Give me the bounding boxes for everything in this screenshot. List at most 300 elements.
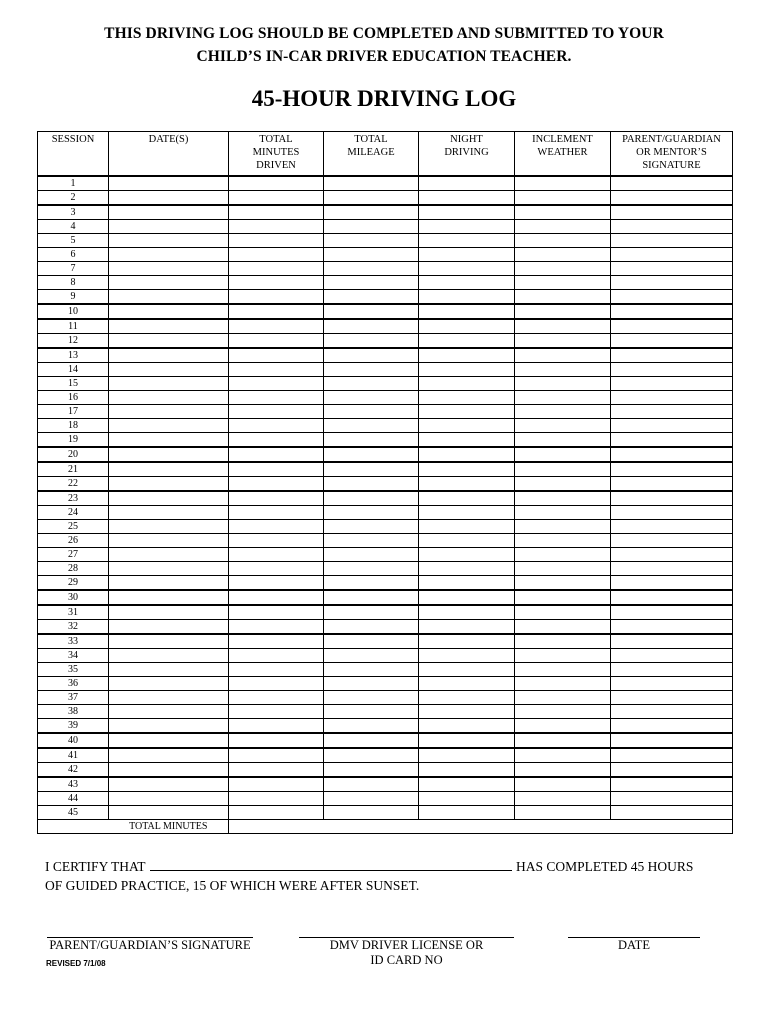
log-cell-dates[interactable] — [109, 405, 229, 419]
log-cell-total-mileage[interactable] — [324, 262, 419, 276]
log-cell-dates[interactable] — [109, 248, 229, 262]
parent-signature-line[interactable] — [47, 937, 253, 953]
log-cell-total-minutes-driven[interactable] — [229, 433, 324, 448]
log-cell-dates[interactable] — [109, 176, 229, 191]
log-cell-total-mileage[interactable] — [324, 705, 419, 719]
log-cell-night-driving[interactable] — [419, 276, 515, 290]
log-cell-inclement-weather[interactable] — [515, 691, 611, 705]
log-cell-night-driving[interactable] — [419, 304, 515, 319]
log-cell-night-driving[interactable] — [419, 634, 515, 649]
log-cell-total-minutes-driven[interactable] — [229, 290, 324, 305]
log-cell-dates[interactable] — [109, 391, 229, 405]
log-cell-parent-signature[interactable] — [611, 419, 733, 433]
log-cell-night-driving[interactable] — [419, 262, 515, 276]
log-cell-parent-signature[interactable] — [611, 576, 733, 591]
log-cell-parent-signature[interactable] — [611, 663, 733, 677]
log-cell-inclement-weather[interactable] — [515, 576, 611, 591]
log-cell-dates[interactable] — [109, 276, 229, 290]
log-cell-total-mileage[interactable] — [324, 763, 419, 778]
log-cell-total-mileage[interactable] — [324, 276, 419, 290]
session-number: 4 — [38, 220, 109, 234]
log-cell-dates[interactable] — [109, 634, 229, 649]
log-cell-parent-signature[interactable] — [611, 334, 733, 349]
log-cell-dates[interactable] — [109, 319, 229, 334]
log-cell-parent-signature[interactable] — [611, 234, 733, 248]
log-cell-dates[interactable] — [109, 691, 229, 705]
log-cell-total-mileage[interactable] — [324, 576, 419, 591]
log-cell-inclement-weather[interactable] — [515, 391, 611, 405]
log-cell-night-driving[interactable] — [419, 506, 515, 520]
log-cell-total-minutes-driven[interactable] — [229, 205, 324, 220]
column-header-line: NIGHT — [450, 134, 483, 145]
log-cell-night-driving[interactable] — [419, 462, 515, 477]
log-cell-total-minutes-driven[interactable] — [229, 649, 324, 663]
log-cell-total-minutes-driven[interactable] — [229, 220, 324, 234]
log-cell-parent-signature[interactable] — [611, 590, 733, 605]
log-cell-inclement-weather[interactable] — [515, 677, 611, 691]
log-cell-inclement-weather[interactable] — [515, 377, 611, 391]
log-cell-parent-signature[interactable] — [611, 176, 733, 191]
log-cell-parent-signature[interactable] — [611, 506, 733, 520]
total-row — [38, 820, 733, 834]
log-cell-parent-signature[interactable] — [611, 304, 733, 319]
log-cell-inclement-weather[interactable] — [515, 447, 611, 462]
log-cell-parent-signature[interactable] — [611, 477, 733, 492]
log-cell-parent-signature[interactable] — [611, 605, 733, 620]
table-row — [38, 248, 733, 262]
session-number: 43 — [38, 777, 109, 792]
log-cell-total-minutes-driven[interactable] — [229, 806, 324, 820]
log-cell-inclement-weather[interactable] — [515, 334, 611, 349]
log-cell-total-minutes-driven[interactable] — [229, 590, 324, 605]
log-cell-total-minutes-driven[interactable] — [229, 562, 324, 576]
log-cell-total-mileage[interactable] — [324, 777, 419, 792]
log-cell-total-minutes-driven[interactable] — [229, 620, 324, 635]
log-cell-total-minutes-driven[interactable] — [229, 234, 324, 248]
log-cell-inclement-weather[interactable] — [515, 462, 611, 477]
log-cell-total-mileage[interactable] — [324, 748, 419, 763]
log-cell-total-mileage[interactable] — [324, 348, 419, 363]
log-cell-total-minutes-driven[interactable] — [229, 605, 324, 620]
log-cell-total-mileage[interactable] — [324, 462, 419, 477]
log-cell-parent-signature[interactable] — [611, 719, 733, 734]
log-cell-parent-signature[interactable] — [611, 290, 733, 305]
log-cell-inclement-weather[interactable] — [515, 562, 611, 576]
log-cell-night-driving[interactable] — [419, 234, 515, 248]
log-cell-night-driving[interactable] — [419, 363, 515, 377]
log-cell-parent-signature[interactable] — [611, 677, 733, 691]
log-cell-total-mileage[interactable] — [324, 205, 419, 220]
log-cell-total-minutes-driven[interactable] — [229, 491, 324, 506]
table-row — [38, 763, 733, 778]
log-cell-night-driving[interactable] — [419, 748, 515, 763]
log-cell-total-mileage[interactable] — [324, 419, 419, 433]
log-cell-parent-signature[interactable] — [611, 634, 733, 649]
log-cell-dates[interactable] — [109, 806, 229, 820]
log-cell-inclement-weather[interactable] — [515, 348, 611, 363]
log-cell-inclement-weather[interactable] — [515, 234, 611, 248]
log-cell-inclement-weather[interactable] — [515, 705, 611, 719]
log-cell-total-minutes-driven[interactable] — [229, 377, 324, 391]
log-cell-parent-signature[interactable] — [611, 733, 733, 748]
log-cell-total-mileage[interactable] — [324, 806, 419, 820]
log-cell-parent-signature[interactable] — [611, 705, 733, 719]
log-cell-night-driving[interactable] — [419, 220, 515, 234]
log-cell-night-driving[interactable] — [419, 447, 515, 462]
log-cell-total-minutes-driven[interactable] — [229, 304, 324, 319]
log-cell-inclement-weather[interactable] — [515, 777, 611, 792]
log-cell-night-driving[interactable] — [419, 348, 515, 363]
log-cell-total-minutes-driven[interactable] — [229, 248, 324, 262]
log-cell-parent-signature[interactable] — [611, 548, 733, 562]
log-cell-parent-signature[interactable] — [611, 391, 733, 405]
column-header-line: TOTAL — [259, 134, 293, 145]
log-cell-inclement-weather[interactable] — [515, 477, 611, 492]
log-cell-dates[interactable] — [109, 462, 229, 477]
log-cell-night-driving[interactable] — [419, 806, 515, 820]
log-cell-parent-signature[interactable] — [611, 276, 733, 290]
log-cell-dates[interactable] — [109, 663, 229, 677]
log-cell-dates[interactable] — [109, 220, 229, 234]
license-number-line[interactable] — [299, 937, 514, 968]
log-cell-inclement-weather[interactable] — [515, 205, 611, 220]
log-cell-total-mileage[interactable] — [324, 520, 419, 534]
log-cell-total-mileage[interactable] — [324, 234, 419, 248]
log-cell-night-driving[interactable] — [419, 691, 515, 705]
column-header-line: PARENT/GUARDIAN — [622, 134, 721, 145]
log-cell-total-minutes-driven[interactable] — [229, 419, 324, 433]
log-cell-night-driving[interactable] — [419, 705, 515, 719]
log-cell-night-driving[interactable] — [419, 248, 515, 262]
log-cell-total-minutes-driven[interactable] — [229, 691, 324, 705]
log-cell-dates[interactable] — [109, 363, 229, 377]
log-cell-night-driving[interactable] — [419, 405, 515, 419]
log-cell-inclement-weather[interactable] — [515, 792, 611, 806]
log-cell-total-mileage[interactable] — [324, 534, 419, 548]
date-line[interactable] — [568, 937, 700, 953]
log-cell-total-minutes-driven[interactable] — [229, 447, 324, 462]
log-cell-total-mileage[interactable] — [324, 248, 419, 262]
log-cell-total-minutes-driven[interactable] — [229, 191, 324, 206]
log-cell-inclement-weather[interactable] — [515, 634, 611, 649]
log-cell-inclement-weather[interactable] — [515, 733, 611, 748]
log-cell-dates[interactable] — [109, 234, 229, 248]
log-cell-inclement-weather[interactable] — [515, 304, 611, 319]
log-cell-total-mileage[interactable] — [324, 477, 419, 492]
log-cell-total-minutes-driven[interactable] — [229, 477, 324, 492]
session-number: 17 — [38, 405, 109, 419]
log-cell-total-minutes-driven[interactable] — [229, 576, 324, 591]
log-cell-inclement-weather[interactable] — [515, 506, 611, 520]
log-cell-inclement-weather[interactable] — [515, 491, 611, 506]
log-cell-night-driving[interactable] — [419, 663, 515, 677]
log-cell-parent-signature[interactable] — [611, 319, 733, 334]
log-cell-total-minutes-driven[interactable] — [229, 548, 324, 562]
log-cell-inclement-weather[interactable] — [515, 319, 611, 334]
log-cell-total-minutes-driven[interactable] — [229, 719, 324, 734]
log-cell-dates[interactable] — [109, 191, 229, 206]
log-cell-dates[interactable] — [109, 304, 229, 319]
log-cell-total-mileage[interactable] — [324, 620, 419, 635]
log-cell-total-mileage[interactable] — [324, 447, 419, 462]
log-cell-night-driving[interactable] — [419, 719, 515, 734]
log-cell-total-mileage[interactable] — [324, 677, 419, 691]
log-cell-total-mileage[interactable] — [324, 719, 419, 734]
log-cell-night-driving[interactable] — [419, 534, 515, 548]
log-cell-total-mileage[interactable] — [324, 220, 419, 234]
log-cell-parent-signature[interactable] — [611, 777, 733, 792]
log-cell-dates[interactable] — [109, 620, 229, 635]
log-cell-inclement-weather[interactable] — [515, 276, 611, 290]
log-cell-night-driving[interactable] — [419, 733, 515, 748]
session-number: 22 — [38, 477, 109, 492]
log-cell-parent-signature[interactable] — [611, 220, 733, 234]
log-cell-night-driving[interactable] — [419, 477, 515, 492]
log-cell-total-mileage[interactable] — [324, 290, 419, 305]
log-cell-parent-signature[interactable] — [611, 377, 733, 391]
log-cell-total-minutes-driven[interactable] — [229, 634, 324, 649]
log-cell-total-minutes-driven[interactable] — [229, 405, 324, 419]
log-cell-night-driving[interactable] — [419, 576, 515, 591]
log-cell-dates[interactable] — [109, 733, 229, 748]
total-row-spacer — [38, 820, 109, 834]
log-cell-parent-signature[interactable] — [611, 691, 733, 705]
log-cell-total-mileage[interactable] — [324, 363, 419, 377]
log-cell-total-mileage[interactable] — [324, 433, 419, 448]
log-cell-total-mileage[interactable] — [324, 562, 419, 576]
log-cell-total-minutes-driven[interactable] — [229, 534, 324, 548]
log-cell-night-driving[interactable] — [419, 562, 515, 576]
log-cell-dates[interactable] — [109, 377, 229, 391]
log-cell-dates[interactable] — [109, 763, 229, 778]
log-cell-dates[interactable] — [109, 290, 229, 305]
log-cell-night-driving[interactable] — [419, 176, 515, 191]
log-cell-night-driving[interactable] — [419, 649, 515, 663]
log-cell-inclement-weather[interactable] — [515, 748, 611, 763]
log-cell-total-mileage[interactable] — [324, 319, 419, 334]
log-cell-total-mileage[interactable] — [324, 334, 419, 349]
log-cell-parent-signature[interactable] — [611, 262, 733, 276]
log-cell-parent-signature[interactable] — [611, 562, 733, 576]
log-cell-total-minutes-driven[interactable] — [229, 506, 324, 520]
log-cell-inclement-weather[interactable] — [515, 620, 611, 635]
log-cell-parent-signature[interactable] — [611, 748, 733, 763]
log-cell-dates[interactable] — [109, 419, 229, 433]
log-cell-parent-signature[interactable] — [611, 491, 733, 506]
log-cell-total-minutes-driven[interactable] — [229, 391, 324, 405]
log-cell-total-mileage[interactable] — [324, 377, 419, 391]
notice-line-2: CHILD’S IN-CAR DRIVER EDUCATION TEACHER. — [196, 48, 572, 65]
log-cell-total-minutes-driven[interactable] — [229, 348, 324, 363]
log-cell-inclement-weather[interactable] — [515, 176, 611, 191]
log-cell-total-mileage[interactable] — [324, 590, 419, 605]
session-number: 45 — [38, 806, 109, 820]
log-cell-night-driving[interactable] — [419, 677, 515, 691]
log-cell-night-driving[interactable] — [419, 491, 515, 506]
log-cell-total-minutes-driven[interactable] — [229, 763, 324, 778]
log-cell-total-minutes-driven[interactable] — [229, 334, 324, 349]
log-cell-parent-signature[interactable] — [611, 433, 733, 448]
table-row — [38, 705, 733, 719]
log-cell-dates[interactable] — [109, 433, 229, 448]
log-cell-dates[interactable] — [109, 205, 229, 220]
log-cell-parent-signature[interactable] — [611, 191, 733, 206]
log-cell-parent-signature[interactable] — [611, 363, 733, 377]
log-cell-parent-signature[interactable] — [611, 447, 733, 462]
log-cell-inclement-weather[interactable] — [515, 590, 611, 605]
log-cell-total-minutes-driven[interactable] — [229, 462, 324, 477]
log-cell-parent-signature[interactable] — [611, 620, 733, 635]
log-cell-total-mileage[interactable] — [324, 792, 419, 806]
log-cell-dates[interactable] — [109, 590, 229, 605]
log-cell-total-mileage[interactable] — [324, 191, 419, 206]
log-cell-night-driving[interactable] — [419, 290, 515, 305]
log-cell-total-minutes-driven[interactable] — [229, 748, 324, 763]
log-cell-night-driving[interactable] — [419, 433, 515, 448]
log-cell-inclement-weather[interactable] — [515, 548, 611, 562]
log-cell-inclement-weather[interactable] — [515, 605, 611, 620]
log-cell-total-minutes-driven[interactable] — [229, 319, 324, 334]
log-cell-night-driving[interactable] — [419, 205, 515, 220]
table-row — [38, 649, 733, 663]
log-cell-night-driving[interactable] — [419, 319, 515, 334]
log-cell-night-driving[interactable] — [419, 419, 515, 433]
log-cell-total-mileage[interactable] — [324, 733, 419, 748]
log-cell-total-minutes-driven[interactable] — [229, 663, 324, 677]
log-cell-parent-signature[interactable] — [611, 462, 733, 477]
log-cell-total-mileage[interactable] — [324, 506, 419, 520]
log-cell-total-mileage[interactable] — [324, 649, 419, 663]
log-cell-dates[interactable] — [109, 477, 229, 492]
log-cell-night-driving[interactable] — [419, 777, 515, 792]
log-cell-dates[interactable] — [109, 649, 229, 663]
log-cell-inclement-weather[interactable] — [515, 220, 611, 234]
log-cell-dates[interactable] — [109, 705, 229, 719]
log-cell-total-minutes-driven[interactable] — [229, 276, 324, 290]
log-cell-dates[interactable] — [109, 548, 229, 562]
log-cell-dates[interactable] — [109, 777, 229, 792]
log-cell-inclement-weather[interactable] — [515, 719, 611, 734]
log-cell-parent-signature[interactable] — [611, 348, 733, 363]
column-header-night-driving — [419, 132, 515, 177]
log-cell-dates[interactable] — [109, 262, 229, 276]
column-header-line: SESSION — [51, 134, 95, 145]
log-cell-night-driving[interactable] — [419, 620, 515, 635]
log-cell-total-minutes-driven[interactable] — [229, 176, 324, 191]
table-row — [38, 191, 733, 206]
log-cell-parent-signature[interactable] — [611, 205, 733, 220]
total-minutes-field[interactable] — [229, 820, 733, 834]
log-cell-night-driving[interactable] — [419, 548, 515, 562]
log-cell-inclement-weather[interactable] — [515, 290, 611, 305]
log-cell-dates[interactable] — [109, 719, 229, 734]
log-cell-total-mileage[interactable] — [324, 391, 419, 405]
log-cell-dates[interactable] — [109, 576, 229, 591]
log-cell-inclement-weather[interactable] — [515, 763, 611, 778]
log-cell-total-mileage[interactable] — [324, 304, 419, 319]
log-cell-total-mileage[interactable] — [324, 176, 419, 191]
log-cell-total-mileage[interactable] — [324, 548, 419, 562]
log-cell-parent-signature[interactable] — [611, 792, 733, 806]
log-cell-night-driving[interactable] — [419, 191, 515, 206]
session-number: 42 — [38, 763, 109, 778]
log-cell-night-driving[interactable] — [419, 763, 515, 778]
log-cell-inclement-weather[interactable] — [515, 262, 611, 276]
log-cell-parent-signature[interactable] — [611, 520, 733, 534]
log-cell-total-mileage[interactable] — [324, 691, 419, 705]
log-cell-inclement-weather[interactable] — [515, 663, 611, 677]
log-cell-total-mileage[interactable] — [324, 605, 419, 620]
log-cell-dates[interactable] — [109, 748, 229, 763]
log-cell-inclement-weather[interactable] — [515, 520, 611, 534]
log-cell-total-minutes-driven[interactable] — [229, 262, 324, 276]
license-label-line-2: ID CARD NO — [370, 953, 443, 967]
log-cell-total-minutes-driven[interactable] — [229, 733, 324, 748]
driver-name-blank[interactable] — [150, 857, 512, 871]
log-cell-inclement-weather[interactable] — [515, 649, 611, 663]
log-cell-inclement-weather[interactable] — [515, 405, 611, 419]
log-cell-dates[interactable] — [109, 334, 229, 349]
log-cell-total-mileage[interactable] — [324, 634, 419, 649]
log-cell-parent-signature[interactable] — [611, 649, 733, 663]
log-cell-night-driving[interactable] — [419, 391, 515, 405]
log-cell-dates[interactable] — [109, 562, 229, 576]
log-cell-dates[interactable] — [109, 491, 229, 506]
log-cell-night-driving[interactable] — [419, 377, 515, 391]
log-cell-inclement-weather[interactable] — [515, 433, 611, 448]
log-cell-dates[interactable] — [109, 605, 229, 620]
log-cell-total-minutes-driven[interactable] — [229, 705, 324, 719]
log-cell-inclement-weather[interactable] — [515, 806, 611, 820]
log-cell-total-mileage[interactable] — [324, 405, 419, 419]
log-cell-parent-signature[interactable] — [611, 405, 733, 419]
log-cell-dates[interactable] — [109, 792, 229, 806]
log-cell-dates[interactable] — [109, 348, 229, 363]
log-cell-total-minutes-driven[interactable] — [229, 677, 324, 691]
log-cell-night-driving[interactable] — [419, 334, 515, 349]
log-cell-inclement-weather[interactable] — [515, 419, 611, 433]
log-cell-parent-signature[interactable] — [611, 763, 733, 778]
log-cell-night-driving[interactable] — [419, 792, 515, 806]
log-cell-inclement-weather[interactable] — [515, 534, 611, 548]
log-cell-night-driving[interactable] — [419, 590, 515, 605]
log-cell-night-driving[interactable] — [419, 605, 515, 620]
log-cell-parent-signature[interactable] — [611, 806, 733, 820]
log-cell-total-minutes-driven[interactable] — [229, 363, 324, 377]
log-cell-parent-signature[interactable] — [611, 248, 733, 262]
log-cell-total-mileage[interactable] — [324, 491, 419, 506]
log-cell-total-minutes-driven[interactable] — [229, 792, 324, 806]
log-cell-dates[interactable] — [109, 447, 229, 462]
log-cell-dates[interactable] — [109, 534, 229, 548]
column-header-line: MINUTES — [252, 147, 300, 158]
log-cell-night-driving[interactable] — [419, 520, 515, 534]
table-row — [38, 220, 733, 234]
log-cell-inclement-weather[interactable] — [515, 363, 611, 377]
log-cell-dates[interactable] — [109, 506, 229, 520]
log-cell-total-minutes-driven[interactable] — [229, 520, 324, 534]
log-cell-inclement-weather[interactable] — [515, 191, 611, 206]
column-header-line: OR MENTOR’S — [636, 147, 707, 158]
log-cell-total-mileage[interactable] — [324, 663, 419, 677]
log-cell-dates[interactable] — [109, 677, 229, 691]
log-cell-parent-signature[interactable] — [611, 534, 733, 548]
session-number: 9 — [38, 290, 109, 305]
log-cell-total-minutes-driven[interactable] — [229, 777, 324, 792]
log-cell-inclement-weather[interactable] — [515, 248, 611, 262]
certify-prefix: I CERTIFY THAT — [45, 859, 146, 874]
log-cell-dates[interactable] — [109, 520, 229, 534]
